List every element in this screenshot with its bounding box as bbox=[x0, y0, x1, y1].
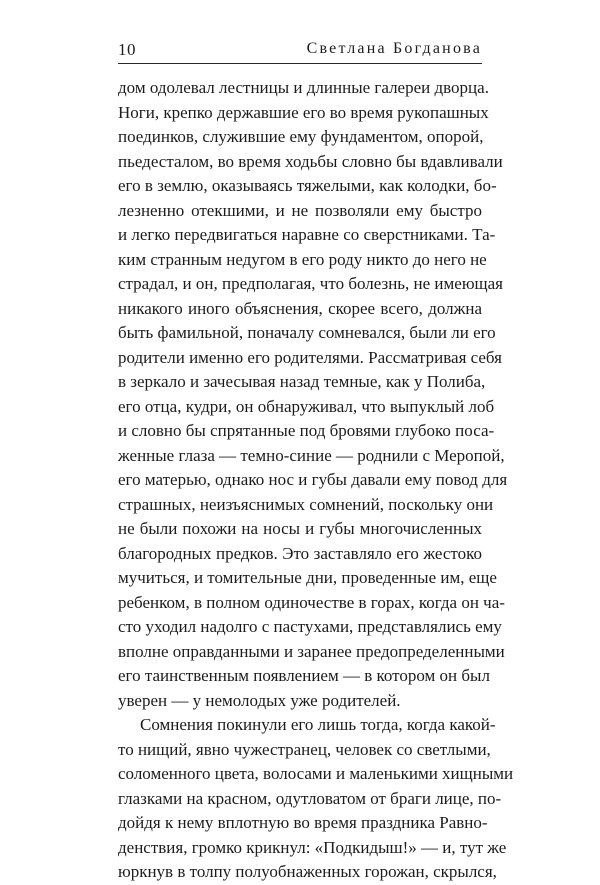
text-line: страшных, неизъяснимых сомнений, поскольку они bbox=[118, 494, 494, 514]
text-line: родители именно его родителями. Рассматривая себя bbox=[118, 347, 502, 367]
text-line: и легко передвигаться наравне со сверстниками. Та- bbox=[118, 225, 496, 244]
text-line: ким странным недугом в его роду никто до него не bbox=[118, 249, 487, 269]
body-text bbox=[118, 76, 514, 885]
text-line: быть фамильной, поначалу сомневался, были ли его bbox=[118, 323, 496, 342]
text-line: никакого иного объяснения, скорее всего, должна bbox=[118, 298, 482, 318]
text-line: сто уходил надолго с пастухами, представлялись ему bbox=[118, 617, 502, 636]
text-line: вполне оправданными и заранее предопределенными bbox=[118, 641, 505, 661]
text-line: то нищий, явно чужестранец, человек со светлыми, bbox=[118, 739, 491, 759]
text-line: и словно бы спрятанные под бровями глубоко поса- bbox=[118, 421, 495, 440]
text-line: благородных предков. Это заставляло его жестоко bbox=[118, 543, 482, 563]
text-line: юркнув в толпу полуобнаженных горожан, скрылся, bbox=[118, 862, 497, 881]
text-line: его в землю, оказываясь тяжелыми, как колодки, бо- bbox=[118, 176, 497, 195]
text-line: его отца, кудри, он обнаруживал, что выпуклый лоб bbox=[118, 396, 495, 416]
text-line: пьедесталом, во время ходьбы словно бы вдавливали bbox=[118, 151, 503, 171]
text-line: его матерью, однако нос и губы давали ему повод для bbox=[118, 470, 508, 489]
header-rule bbox=[118, 63, 482, 64]
text-line: поединков, служившие ему фундаментом, опорой, bbox=[118, 127, 484, 146]
running-head-author: Светлана Богданова bbox=[306, 40, 482, 57]
page-header bbox=[118, 38, 482, 62]
text-line: денствия, громко крикнул: «Подкидыш!» — и, тут же bbox=[118, 837, 507, 857]
text-line: его таинственным появлением — в котором он был bbox=[118, 666, 490, 685]
text-line: лезненно отекшими, и не позволяли ему быстро bbox=[118, 200, 482, 220]
text-line: мучиться, и томительные дни, проведенные им, еще bbox=[118, 568, 497, 587]
text-line: соломенного цвета, волосами и маленькими хищными bbox=[118, 764, 514, 783]
text-line: Сомнения покинули его лишь тогда, когда какой- bbox=[140, 715, 496, 734]
text-line: уверен — у немолодых уже родителей. bbox=[118, 690, 401, 710]
page-number: 10 bbox=[118, 40, 136, 59]
text-line: Ноги, крепко державшие его во время рукопашных bbox=[118, 102, 489, 122]
text-line: женные глаза — темно-синие — роднили с Меропой, bbox=[118, 445, 505, 465]
text-line: не были похожи на носы и губы многочисленных bbox=[118, 519, 482, 538]
text-line: дом одолевал лестницы и длинные галереи дворца. bbox=[118, 78, 489, 97]
text-line: в зеркало и зачесывая назад темные, как у Полиба, bbox=[118, 372, 486, 391]
text-line: страдал, и он, предполагая, что болезнь, не имеющая bbox=[118, 274, 503, 293]
text-line: дойдя к нему вплотную во время праздника Равно- bbox=[118, 813, 488, 832]
text-line: ребенком, в полном одиночестве в горах, когда он ча- bbox=[118, 592, 505, 612]
text-line: глазками на красном, одутловатом от браги лице, по- bbox=[118, 788, 502, 808]
